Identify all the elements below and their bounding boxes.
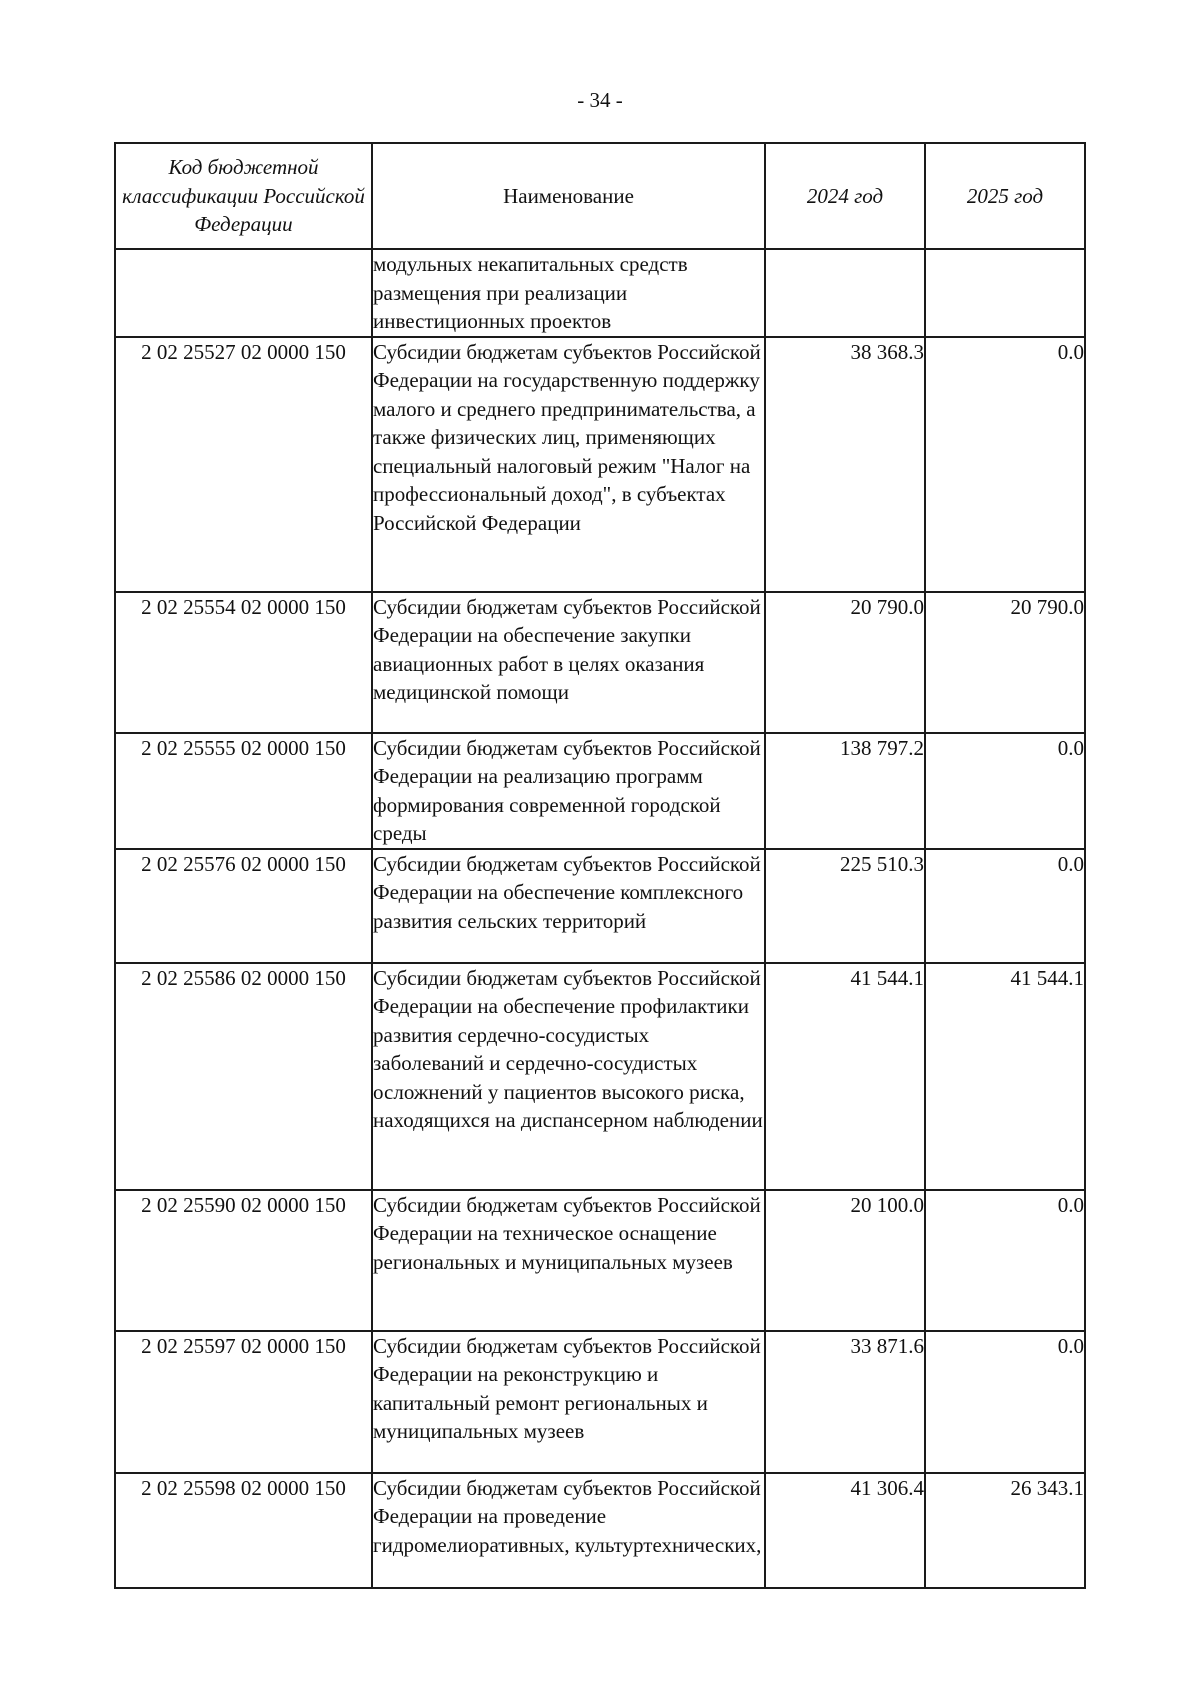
row-value-2024: 33 871.6 bbox=[765, 1331, 925, 1473]
table-body bbox=[115, 249, 1085, 1588]
budget-table bbox=[114, 142, 1086, 1589]
table-row bbox=[115, 963, 1085, 1190]
row-name: модульных некапитальных средств размещения при реализации инвестиционных проектов bbox=[372, 249, 765, 337]
row-value-2024: 20 790.0 bbox=[765, 592, 925, 733]
header-name: Наименование bbox=[372, 143, 765, 249]
row-code: 2 02 25576 02 0000 150 bbox=[115, 849, 372, 963]
row-code: 2 02 25590 02 0000 150 bbox=[115, 1190, 372, 1331]
table-row bbox=[115, 733, 1085, 849]
table-row bbox=[115, 849, 1085, 963]
table-row bbox=[115, 1190, 1085, 1331]
row-code: 2 02 25598 02 0000 150 bbox=[115, 1473, 372, 1588]
row-value-2024: 38 368.3 bbox=[765, 337, 925, 592]
row-name: Субсидии бюджетам субъектов Российской Федерации на государственную поддержку малого и среднего предпринимательства, а также физических лиц, применяющих специальный налоговый режим "Налог на профессиональный доход", в субъектах Российской Федерации bbox=[372, 337, 765, 592]
row-value-2025: 0.0 bbox=[925, 849, 1085, 963]
table-row bbox=[115, 249, 1085, 337]
row-value-2025: 0.0 bbox=[925, 337, 1085, 592]
row-value-2024: 41 544.1 bbox=[765, 963, 925, 1190]
row-code: 2 02 25555 02 0000 150 bbox=[115, 733, 372, 849]
row-value-2025: 0.0 bbox=[925, 1190, 1085, 1331]
row-value-2025: 20 790.0 bbox=[925, 592, 1085, 733]
row-name: Субсидии бюджетам субъектов Российской Федерации на обеспечение профилактики развития сердечно-сосудистых заболеваний и сердечно-сосудистых осложнений у пациентов высокого риска, находящихся на диспансерном наблюдении bbox=[372, 963, 765, 1190]
row-name: Субсидии бюджетам субъектов Российской Федерации на проведение гидромелиоративных, культуртехнических, bbox=[372, 1473, 765, 1588]
row-code: 2 02 25597 02 0000 150 bbox=[115, 1331, 372, 1473]
row-value-2024: 225 510.3 bbox=[765, 849, 925, 963]
table-row bbox=[115, 1331, 1085, 1473]
row-code: 2 02 25527 02 0000 150 bbox=[115, 337, 372, 592]
row-name: Субсидии бюджетам субъектов Российской Федерации на техническое оснащение региональных и муниципальных музеев bbox=[372, 1190, 765, 1331]
row-name: Субсидии бюджетам субъектов Российской Федерации на реконструкцию и капитальный ремонт региональных и муниципальных музеев bbox=[372, 1331, 765, 1473]
row-name: Субсидии бюджетам субъектов Российской Федерации на обеспечение закупки авиационных работ в целях оказания медицинской помощи bbox=[372, 592, 765, 733]
header-code: Код бюджетной классификации Российской Федерации bbox=[115, 143, 372, 249]
header-year-2025: 2025 год bbox=[925, 143, 1085, 249]
row-code: 2 02 25554 02 0000 150 bbox=[115, 592, 372, 733]
row-value-2025 bbox=[925, 249, 1085, 337]
page-number: - 34 - bbox=[577, 88, 623, 112]
table-row bbox=[115, 592, 1085, 733]
row-name: Субсидии бюджетам субъектов Российской Федерации на реализацию программ формирования современной городской среды bbox=[372, 733, 765, 849]
row-value-2025: 26 343.1 bbox=[925, 1473, 1085, 1588]
row-code bbox=[115, 249, 372, 337]
table-header bbox=[115, 143, 1085, 249]
row-value-2025: 0.0 bbox=[925, 1331, 1085, 1473]
row-value-2024: 41 306.4 bbox=[765, 1473, 925, 1588]
row-name: Субсидии бюджетам субъектов Российской Федерации на обеспечение комплексного развития сельских территорий bbox=[372, 849, 765, 963]
table-row bbox=[115, 1473, 1085, 1588]
row-value-2025: 41 544.1 bbox=[925, 963, 1085, 1190]
row-value-2024 bbox=[765, 249, 925, 337]
row-value-2025: 0.0 bbox=[925, 733, 1085, 849]
header-year-2024: 2024 год bbox=[765, 143, 925, 249]
row-code: 2 02 25586 02 0000 150 bbox=[115, 963, 372, 1190]
header-row bbox=[115, 143, 1085, 249]
table-row bbox=[115, 337, 1085, 592]
row-value-2024: 138 797.2 bbox=[765, 733, 925, 849]
row-value-2024: 20 100.0 bbox=[765, 1190, 925, 1331]
